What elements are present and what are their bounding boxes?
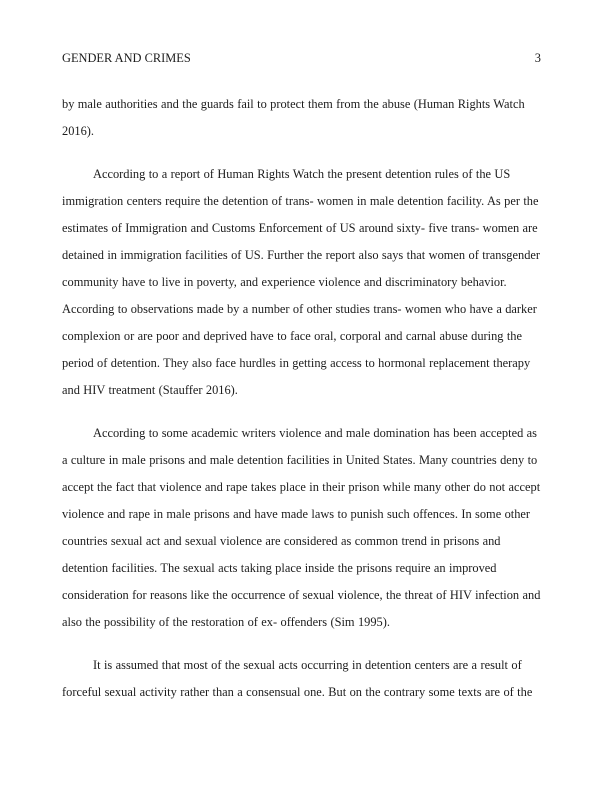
paragraph	[62, 161, 541, 404]
page-number: 3	[534, 51, 541, 65]
text-line: detained in immigration facilities of US. Further the report also says that women of transgender	[62, 248, 541, 262]
text-line: forceful sexual activity rather than a consensual one. But on the contrary some texts are of the	[62, 685, 533, 699]
document-body	[62, 91, 541, 706]
text-line: According to a report of Human Rights Watch the present detention rules of the US	[93, 167, 511, 181]
text-line: It is assumed that most of the sexual acts occurring in detention centers are a result of	[93, 658, 522, 672]
text-line: also the possibility of the restoration of ex- offenders (Sim 1995).	[62, 615, 390, 629]
text-line: a culture in male prisons and male detention facilities in United States. Many countries deny to	[62, 453, 538, 467]
text-line: detention facilities. The sexual acts taking place inside the prisons require an improved	[62, 561, 497, 575]
paragraph	[62, 652, 541, 706]
text-line: accept the fact that violence and rape takes place in their prison while many other do not accept	[62, 480, 541, 494]
text-line: countries sexual act and sexual violence are considered as common trend in prisons and	[62, 534, 501, 548]
text-line: consideration for reasons like the occurrence of sexual violence, the threat of HIV infection and	[62, 588, 541, 602]
page-header	[62, 45, 541, 72]
text-line: complexion or are poor and deprived have to face oral, corporal and carnal abuse during the	[62, 329, 523, 343]
paragraph	[62, 420, 541, 636]
running-head: GENDER AND CRIMES	[62, 51, 191, 65]
text-line: period of detention. They also face hurdles in getting access to hormonal replacement therapy	[62, 356, 531, 370]
text-line: and HIV treatment (Stauffer 2016).	[62, 383, 238, 397]
text-line: immigration centers require the detention of trans- women in male detention facility. As per the	[62, 194, 539, 208]
text-line: 2016).	[62, 124, 95, 138]
text-line: According to observations made by a number of other studies trans- women who have a darker	[62, 302, 537, 316]
text-line: estimates of Immigration and Customs Enforcement of US around sixty- five trans- women are	[62, 221, 538, 235]
text-line: violence and rape in male prisons and have made laws to punish such offences. In some other	[62, 507, 531, 521]
text-line: According to some academic writers violence and male domination has been accepted as	[93, 426, 537, 440]
text-line: community have to live in poverty, and experience violence and discriminatory behavior.	[62, 275, 507, 289]
text-line: by male authorities and the guards fail to protect them from the abuse (Human Rights Watch	[62, 97, 525, 111]
paragraph	[62, 91, 541, 145]
